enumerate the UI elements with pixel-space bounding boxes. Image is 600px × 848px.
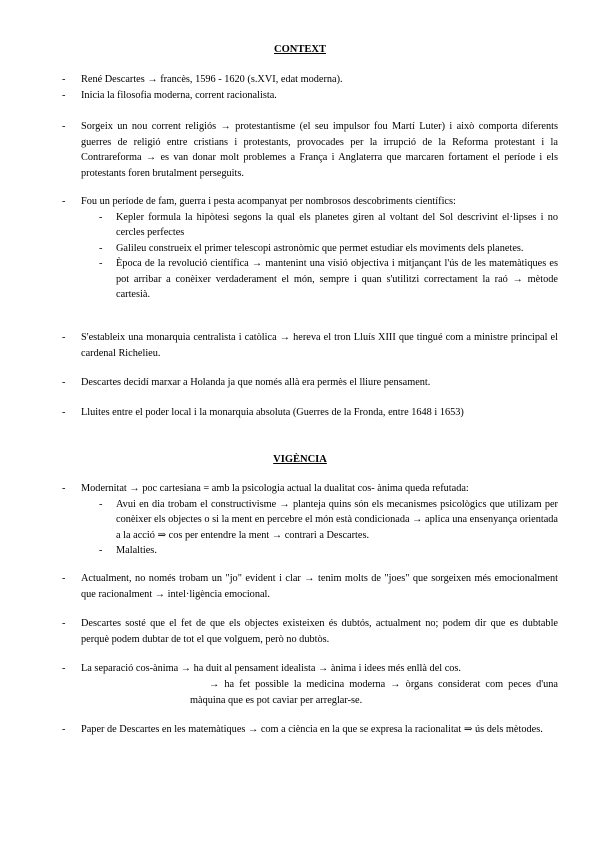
vigencia-item-text: Descartes sosté que el fet de que els objectes existeixen és dubtós, actualment no; podem dir que es dubtable perquè podem dubtar de tot el que volguem, però no dubtòs. — [81, 618, 558, 645]
context-item — [62, 405, 558, 421]
bullet-dash: - — [62, 377, 66, 388]
context-item-text: Sorgeix un nou corrent religiós → protestantisme (el seu impulsor fou Martí Luter) i això comporta diferents guerres de religió entre cristians i protestants, provocades per la irrupció de la Reforma protestant i la Contrareforma → es van donar molt problemes a França i Anglaterra que marcaren fortament el període i els protestants foren brutalment perseguits. — [81, 121, 558, 179]
bullet-dash: - — [62, 121, 66, 132]
context-item — [62, 119, 558, 181]
bullet-dash: - — [62, 573, 66, 584]
vigencia-item — [62, 481, 558, 559]
bullet-dash: - — [62, 407, 66, 418]
bullet-dash: - — [62, 663, 66, 674]
vigencia-item — [62, 616, 558, 647]
bullet-dash: - — [62, 483, 66, 494]
context-item-text: Descartes decidí marxar a Holanda ja que només allà era permès el lliure pensament. — [81, 377, 431, 388]
context-item — [62, 375, 558, 391]
bullet-dash: - — [99, 498, 103, 510]
bullet-dash: - — [62, 618, 66, 629]
bullet-dash: - — [99, 258, 103, 269]
vigencia-item — [62, 571, 558, 602]
context-item-text: S'estableix una monarquia centralista i catòlica → hereva el tron Lluís XIII que tingué com a ministre principal el cardenal Richelieu. — [81, 332, 558, 359]
vigencia-item-text: Modernitat → poc cartesiana = amb la psicologia actual la dualitat cos- ànima queda refutada: — [81, 483, 469, 494]
context-subitem — [99, 241, 558, 257]
bullet-dash: - — [62, 74, 66, 85]
vigencia-subitem-text: Malalties. — [116, 545, 157, 556]
context-item-text: Inicia la filosofia moderna, corrent racionalista. — [81, 90, 277, 101]
context-item — [62, 72, 558, 88]
vigencia-subitem — [99, 497, 558, 544]
vigencia-item-text: Paper de Descartes en les matemàtiques → com a ciència en la que se expresa la racionalitat ⇒ ús dels mètodes. — [81, 724, 543, 735]
bullet-dash: - — [62, 724, 66, 735]
bullet-dash: - — [62, 196, 66, 207]
vigencia-item-text: Actualment, no només trobam un "jo" evident i clar → tenim molts de "joes" que sorgeixen més emocionalment que racionalment → intel·ligència emocional. — [81, 573, 558, 600]
bullet-dash: - — [62, 90, 66, 101]
context-item — [62, 330, 558, 361]
bullet-dash: - — [99, 545, 103, 556]
vigencia-continuation — [190, 677, 558, 708]
vigencia-item — [62, 722, 558, 738]
context-subitem-text: Galileu construeix el primer telescopi astronòmic que permet estudiar els moviments dels planetes. — [116, 242, 524, 254]
vigencia-item — [62, 661, 558, 677]
context-item-text: Fou un període de fam, guerra i pesta acompanyat per nombrosos descobriments científics: — [81, 196, 456, 207]
vigencia-continuation-text: → ha fet possible la medicina moderna → òrgans considerat com peces d'una màquina que es pot caviar per arreglar-se. — [190, 679, 558, 706]
context-item-text: Lluites entre el poder local i la monarquia absoluta (Guerres de la Fronda, entre 1648 i 1653) — [81, 407, 464, 418]
vigencia-item-text: La separació cos-ànima → ha duit al pensament idealista → ànima i idees més enllà del cos. — [81, 663, 461, 674]
bullet-dash: - — [62, 332, 66, 343]
vigencia-subitem-text: Avui en dia trobam el constructivisme → planteja quins són els mecanismes psicològics que utilizam per conèixer els objectes o si la ment en percebre el món està condicionada → aplica una ensenyança orientada a la acció ⇒ cos per entendre la ment → contrari a Descartes. — [116, 498, 558, 541]
context-item — [62, 88, 558, 104]
context-subitem-text: Època de la revolució científica → mantenint una visió objectiva i mitjançant l'ús de les matemàtiques es pot arribar a conèixer verdaderament el món, sempre i quan s'utilitzi correctament la raó → mètode cartesià. — [116, 258, 558, 300]
context-subitem — [99, 256, 558, 303]
context-item-text: René Descartes → francès, 1596 - 1620 (s.XVI, edat moderna). — [81, 74, 343, 85]
context-subitem — [99, 210, 558, 241]
vigencia-heading: VIGÈNCIA — [273, 454, 327, 465]
context-subitem-text: Kepler formula la hipòtesi segons la qual els planetes giren al voltant del Sol descrivint el·lipses i no cercles perfectes — [116, 211, 558, 238]
bullet-dash: - — [99, 242, 103, 254]
vigencia-subitem — [99, 543, 558, 559]
bullet-dash: - — [99, 211, 103, 223]
context-heading: CONTEXT — [274, 44, 326, 55]
context-item — [62, 194, 558, 303]
